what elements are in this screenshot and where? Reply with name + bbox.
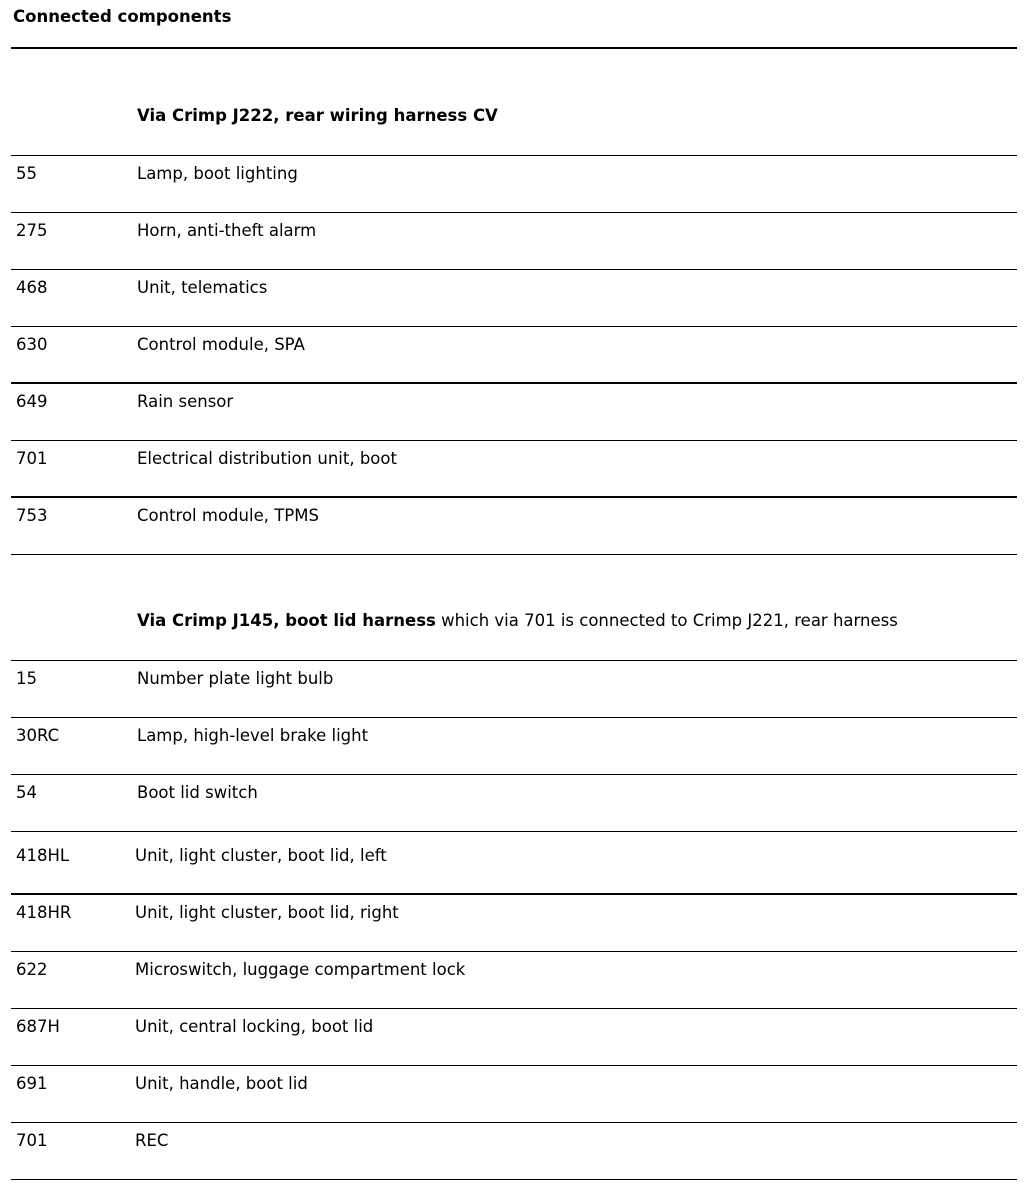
component-description: Unit, light cluster, boot lid, left [135, 846, 387, 865]
component-code: 15 [16, 669, 37, 688]
row-divider [11, 1179, 1017, 1180]
table-row [11, 498, 1017, 555]
component-code: 753 [16, 506, 48, 525]
component-description: Control module, TPMS [137, 506, 319, 525]
component-description: Boot lid switch [137, 783, 258, 802]
table-row [11, 156, 1017, 213]
component-description: Unit, telematics [137, 278, 268, 297]
component-code: 30RC [16, 726, 60, 745]
component-code: 275 [16, 221, 48, 240]
group-heading-rest: which via 701 is connected to Crimp J221, rear harness [435, 611, 898, 630]
component-code: 54 [16, 783, 37, 802]
table-row [11, 895, 1017, 952]
component-code: 622 [16, 960, 48, 979]
table-row [11, 327, 1017, 384]
component-description: Lamp, high-level brake light [137, 726, 369, 745]
component-description: Control module, SPA [137, 335, 305, 354]
page-title: Connected components [13, 7, 232, 26]
group-heading-j222 [137, 106, 498, 125]
component-description: Number plate light bulb [137, 669, 334, 688]
group-heading-bold: Via Crimp J222, rear wiring harness CV [137, 106, 498, 125]
component-description: REC [135, 1131, 169, 1150]
component-description: Microswitch, luggage compartment lock [135, 960, 466, 979]
table-row [11, 832, 1017, 895]
row-divider [11, 554, 1017, 555]
component-code: 691 [16, 1074, 48, 1093]
component-description: Horn, anti-theft alarm [137, 221, 317, 240]
table-row [11, 1123, 1017, 1180]
table-row [11, 1009, 1017, 1066]
component-description: Unit, central locking, boot lid [135, 1017, 374, 1036]
table-row [11, 952, 1017, 1009]
title-divider [11, 47, 1017, 49]
component-code: 55 [16, 164, 37, 183]
table-row [11, 718, 1017, 775]
table-row [11, 775, 1017, 832]
table-row [11, 661, 1017, 718]
table-row [11, 213, 1017, 270]
component-description: Rain sensor [137, 392, 234, 411]
group-heading-bold: Via Crimp J145, boot lid harness [137, 611, 436, 630]
component-description: Unit, light cluster, boot lid, right [135, 903, 399, 922]
component-code: 468 [16, 278, 48, 297]
component-code: 649 [16, 392, 48, 411]
component-code: 687H [16, 1017, 60, 1036]
group-heading-j145 [137, 611, 898, 630]
table-row [11, 441, 1017, 498]
component-code: 418HL [16, 846, 70, 865]
component-code: 701 [16, 1131, 48, 1150]
component-code: 418HR [16, 903, 72, 922]
table-row [11, 270, 1017, 327]
component-description: Lamp, boot lighting [137, 164, 298, 183]
table-row [11, 384, 1017, 441]
table-row [11, 1066, 1017, 1123]
component-code: 630 [16, 335, 48, 354]
component-description: Unit, handle, boot lid [135, 1074, 308, 1093]
component-description: Electrical distribution unit, boot [137, 449, 397, 468]
component-code: 701 [16, 449, 48, 468]
